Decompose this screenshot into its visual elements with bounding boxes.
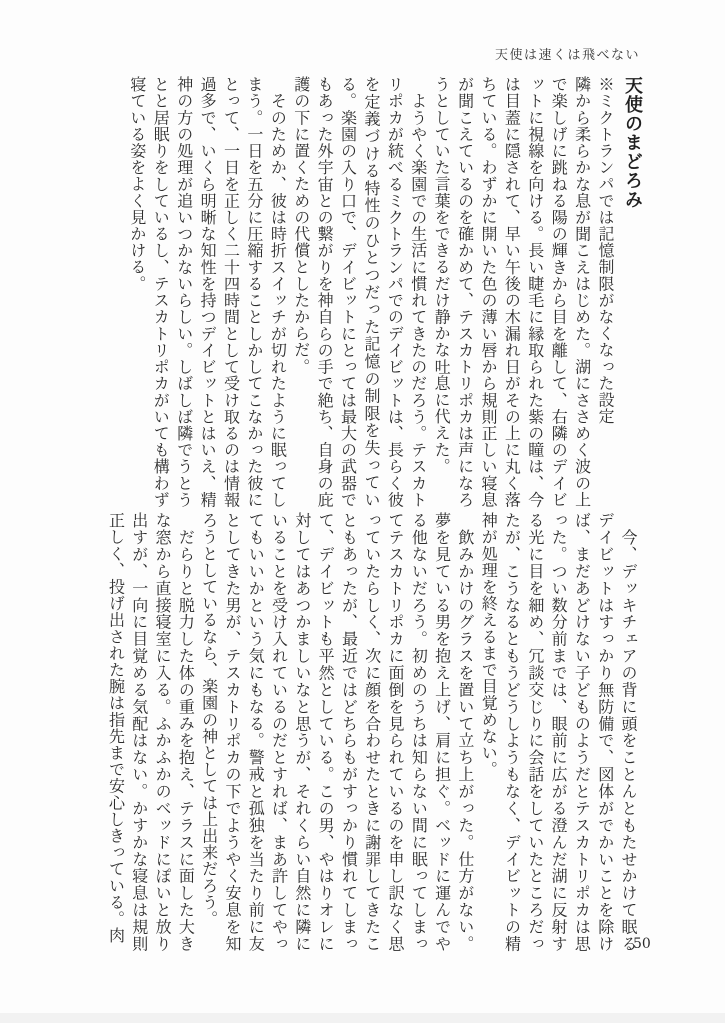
upper-text-block (125, 76, 647, 508)
lower-text-block (104, 512, 640, 952)
paragraph: 飲みかけのグラスを置いて立ち上がった。仕方がない。夢を見ている男を抱え上げ、肩に担ぐ。ベッドに運んでやる他ないだろう。初めのうちは知らない間に眠ってしまってテスカトリポカに面倒を見られているのを申し訳なく思っていたらしく、次に顔を合わせたときに謝罪してきたこともあったが、最近ではどちらもがすっかり慣れてしまって、デイビットも平然としている。この男、やはりオレに対してはあつかましいなと思うが、それくらい自然に隣にいることを受け入れているのだとすれば、まあ許してやってもいいかという気にもなる。警戒と孤独を当たり前に友としてきた男が、テスカトリポカの下でようやく安息を知ろうとしているなら、楽園の神としては上出来だろう。 (199, 512, 475, 952)
story-premise-note: ※ミクトランパでは記憶制限がなくなった設定 (596, 76, 615, 425)
page-number: 50 (633, 936, 651, 952)
paragraph: そのためか、彼は時折スイッチが切れたように眠ってしまう。一日を五分に圧縮することしかしてこなかった彼にとって、一日を正しく二十四時間として受け取るのは情報過多で、いくら明晰な知性を持つデイビットとはいえ、精神の方の処理が追いつかないらしい。しばしば隣でうとうとと居眠りをしているし、テスカトリポカがいても構わず寝ている姿をよく見かける。 (127, 76, 288, 508)
paragraph: 隣から柔らかな息が聞こえはじめた。湖にささめく波の上で楽しげに跳ねる陽の輝きから目を離して、右隣のデイビットに視線を向ける。長い睫毛に縁取られた紫の瞳は、今は目蓋に隠されて、早い午後の木漏れ日がその上に丸く落ちている。わずかに開いた色の薄い唇から規則正しい寝息が聞こえているのを確かめて、テスカトリポカは声になろうとしていた言葉をできるだけ静かな吐息に代えた。 (432, 76, 592, 508)
story-title: 天使のまどろみ (622, 76, 643, 209)
paragraph: ようやく楽園での生活に慣れてきたのだろう。テスカトリポカが統べるミクトランパでのデイビットは、長らく彼を定義づける特性のひとつだった記憶の制限を失っている。楽園の入り口で、デイビットにとっては最大の武器でもあった外宇宙との繋がりを神自らの手で絶ち、自身の庇護の下に置くための代償としたからだ。 (291, 76, 428, 508)
scan-edge-strip (0, 1013, 725, 1023)
paragraph: 今、デッキチェアの背に頭をことんともたせかけて眠るデイビットはすっかり無防備で、図体がでかいことを除けば、まだあどけない子どものようだとテスカトリポカは思った。つい数分前までは、眼前に広がる澄んだ湖に反射する光に目を細め、冗談交じりに会話をしていたところだったが、こうなるともうどうしようもなく、デイビットの精神が処理を終えるまで目覚めない。 (479, 512, 638, 952)
running-header: 天使は速くは飛べない (494, 48, 640, 63)
paragraph: だらりと脱力した体の重みを抱え、テラスに面した大きな窓から直接寝室に入る。ふかふかのベッドにぽいと放り出すが、一向に目覚める気配はない。かすかな寝息は規則正しく、投げ出された腕は指先まで安心しきっている。肉 (106, 512, 196, 952)
